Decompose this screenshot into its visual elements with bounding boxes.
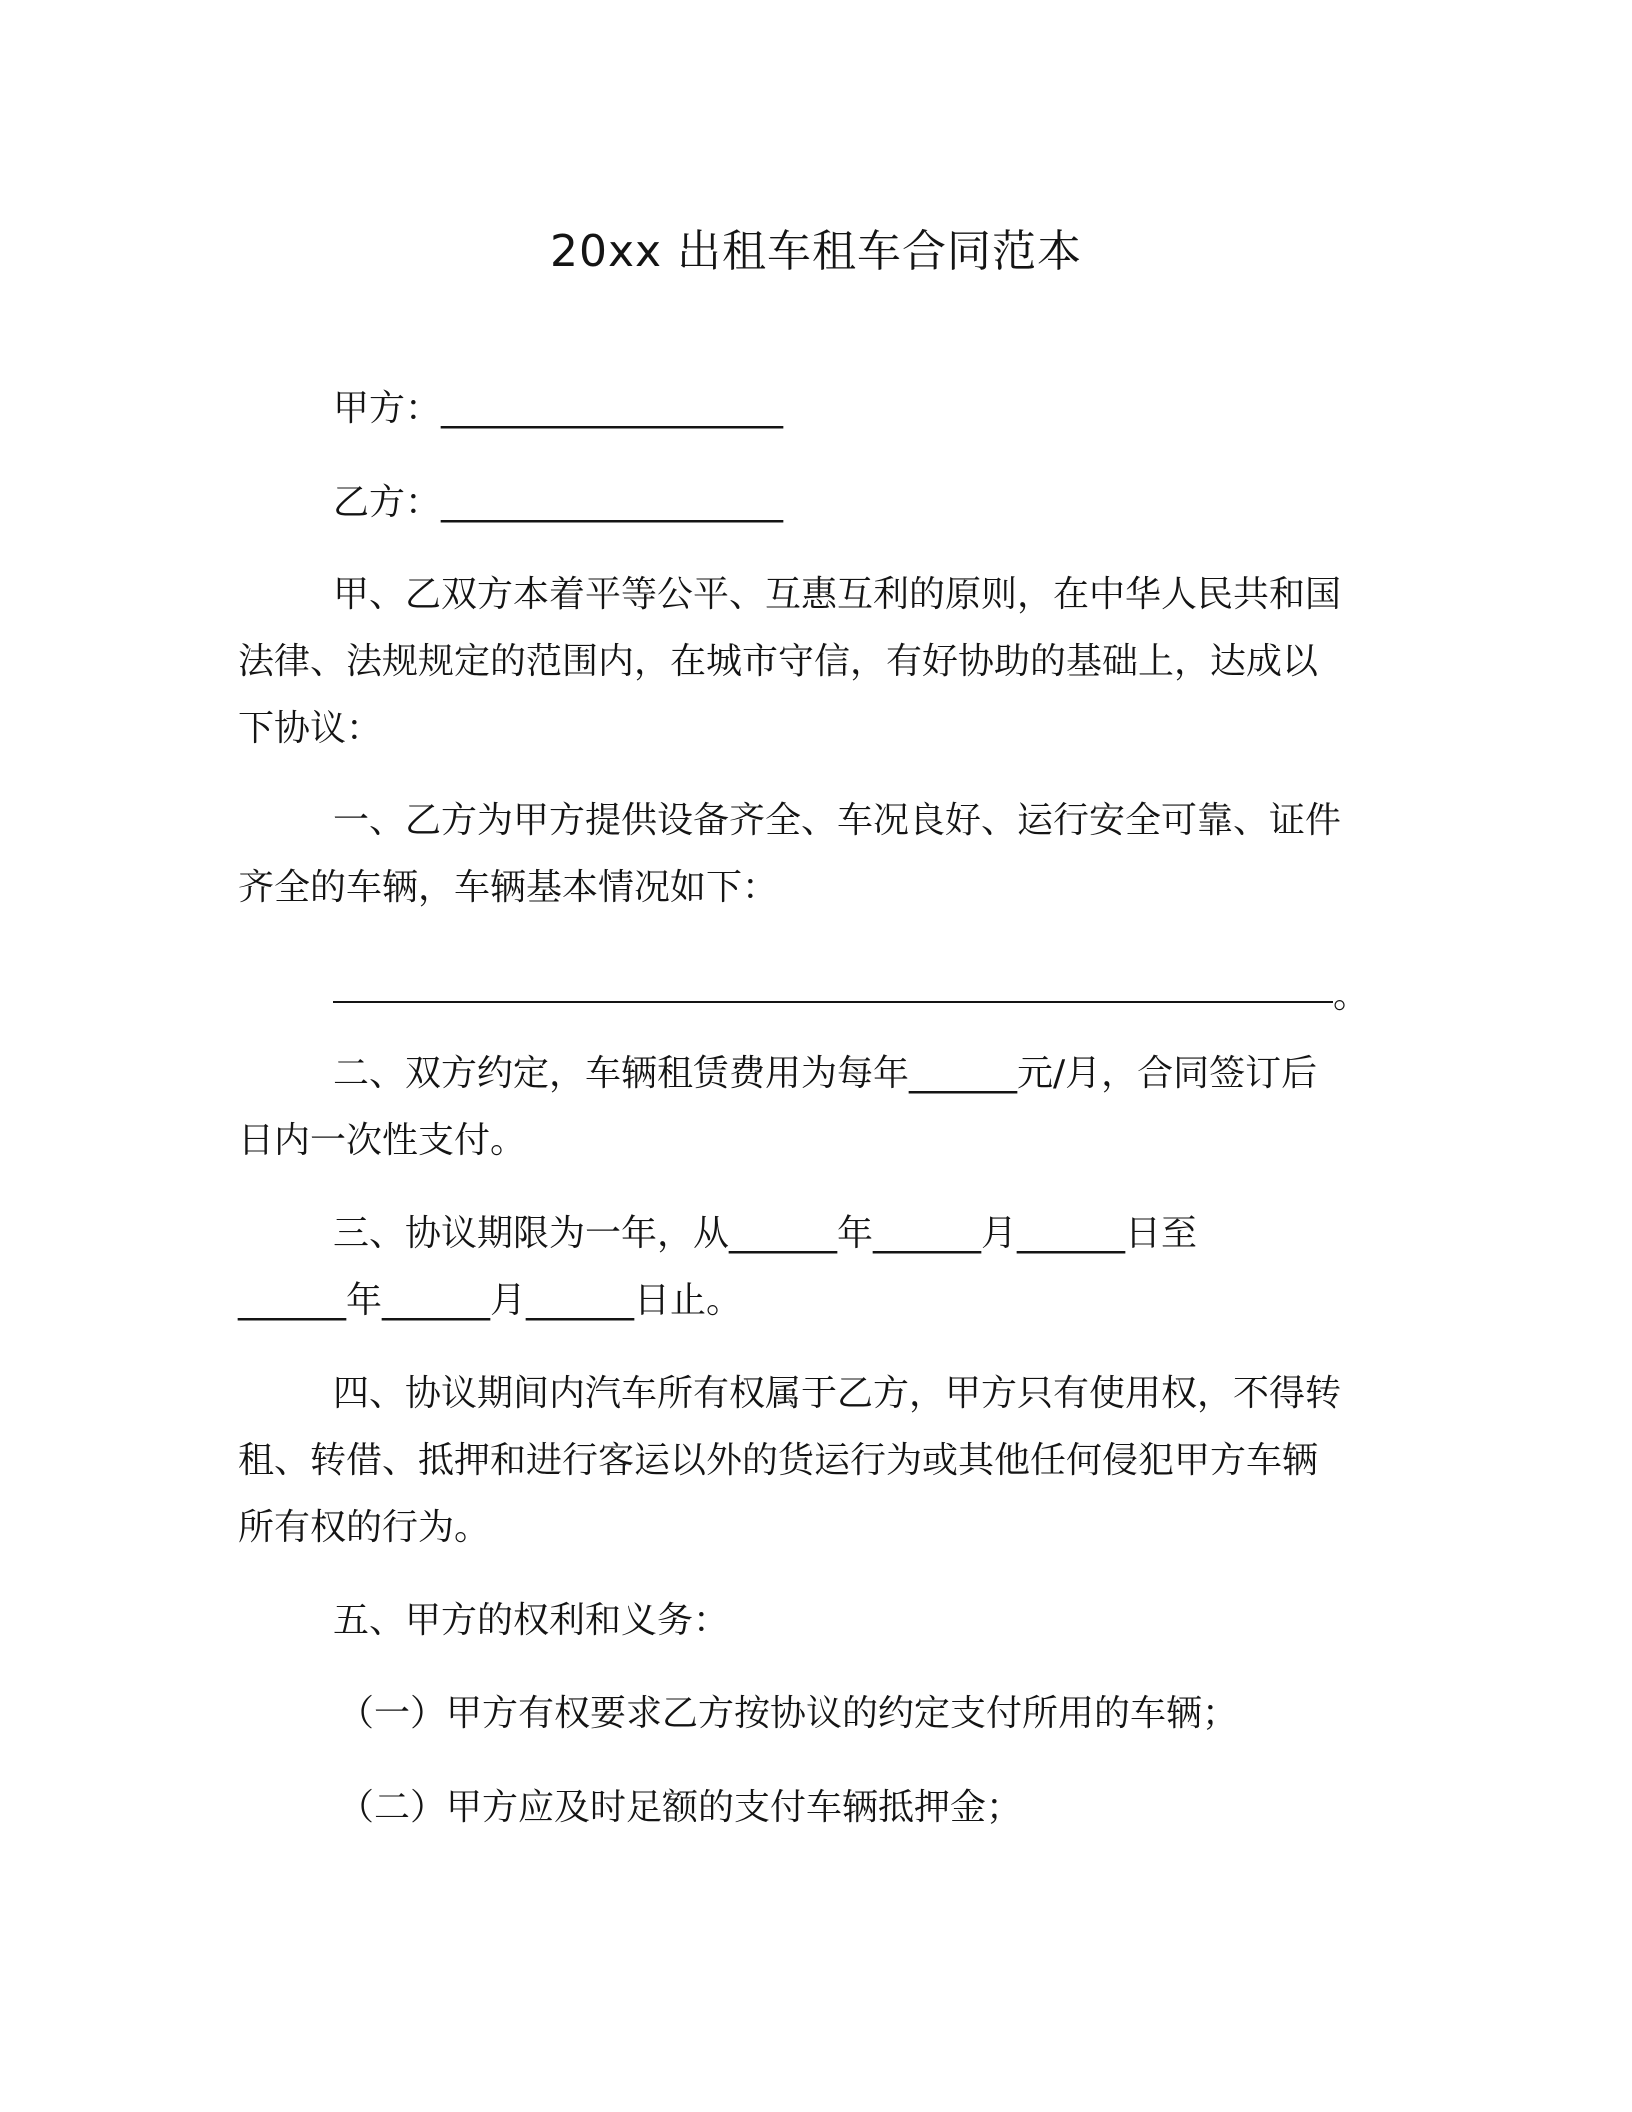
clause-3-line-2: ______年______月______日止。 bbox=[238, 1280, 743, 1321]
clause-3-line-1: 三、协议期限为一年，从______年______月______日至 bbox=[333, 1213, 1198, 1254]
preamble-line-3: 下协议： bbox=[238, 708, 383, 749]
vehicle-info-end-mark: 。 bbox=[1333, 975, 1370, 1016]
preamble-line-1: 甲、乙双方本着平等公平、互惠互利的原则，在中华人民共和国 bbox=[333, 574, 1342, 615]
party-a-line: 甲方：___________________ bbox=[333, 388, 784, 429]
clause-2-line-1: 二、双方约定，车辆租赁费用为每年______元/月，合同签订后 bbox=[333, 1053, 1318, 1094]
clause-4-line-1: 四、协议期间内汽车所有权属于乙方，甲方只有使用权，不得转 bbox=[333, 1373, 1342, 1414]
vehicle-info-blank bbox=[333, 1001, 1333, 1003]
clause-5-item-2: （二）甲方应及时足额的支付车辆抵押金； bbox=[338, 1787, 1023, 1828]
document-title: 20xx 出租车租车合同范本 bbox=[549, 226, 1083, 277]
clause-5-heading: 五、甲方的权利和义务： bbox=[333, 1600, 730, 1641]
clause-1-line-2: 齐全的车辆，车辆基本情况如下： bbox=[238, 867, 779, 908]
preamble-line-2: 法律、法规规定的范围内，在城市守信，有好协助的基础上，达成以 bbox=[238, 641, 1319, 682]
party-b-line: 乙方：___________________ bbox=[333, 482, 784, 523]
clause-4-line-3: 所有权的行为。 bbox=[238, 1507, 491, 1548]
clause-5-item-1: （一）甲方有权要求乙方按协议的约定支付所用的车辆； bbox=[338, 1693, 1239, 1734]
clause-2-line-2: 日内一次性支付。 bbox=[238, 1120, 527, 1161]
clause-4-line-2: 租、转借、抵押和进行客运以外的货运行为或其他任何侵犯甲方车辆 bbox=[238, 1440, 1319, 1481]
clause-1-line-1: 一、乙方为甲方提供设备齐全、车况良好、运行安全可靠、证件 bbox=[333, 800, 1342, 841]
